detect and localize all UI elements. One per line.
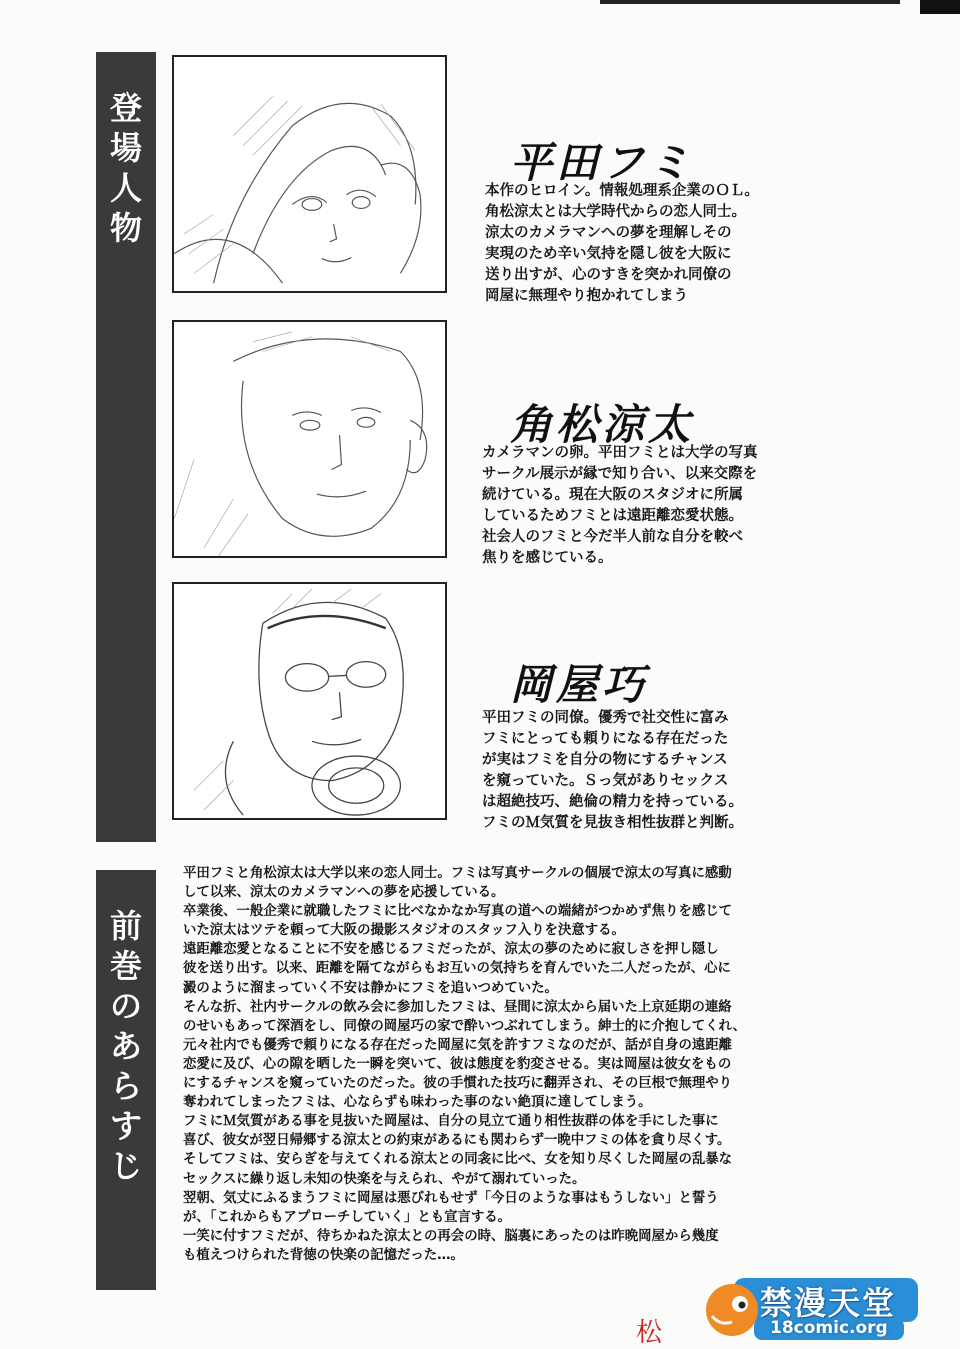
label-char: 物 xyxy=(109,209,142,247)
logo-url: 18comic.org xyxy=(770,1318,888,1338)
logo-text: 禁漫天堂 xyxy=(760,1284,897,1322)
label-char: の xyxy=(109,987,142,1025)
label-char: 巻 xyxy=(109,947,142,985)
synopsis-paragraph: 遠距離恋愛となることに不安を感じるフミだったが、涼太の夢のために寂しさを押し隠し 彼を送り出す。以来、距離を隔てながらもお互いの気持ちを育んでいた二人だったが、心に 澱のように溜まっていく不安は静かにフミを追いつめていた。 xyxy=(183,942,731,996)
portrait-heroine-icon xyxy=(172,55,447,293)
label-char: す xyxy=(109,1107,142,1145)
character-description: 本作のヒロイン。情報処理系企業のＯＬ。 角松涼太とは大学時代からの恋人同士。 涼太のカメラマンへの夢を理解しその 実現のため辛い気持を隠し彼を大阪に 送り出すが、心のすきを突かれ同僚の 岡屋に無理やり抱かれてしまう xyxy=(485,183,759,304)
synopsis-paragraph: 翌朝、気丈にふるまうフミに岡屋は悪びれもせず「今日のような事はもうしない」と誓う が、「これからもアプローチしていく」とも宣言する。 xyxy=(183,1190,719,1225)
top-rule xyxy=(600,0,900,4)
page-mark: 松 xyxy=(636,1318,663,1348)
label-char: 場 xyxy=(109,129,142,167)
portrait-boyfriend-icon xyxy=(172,320,447,558)
label-char: 登 xyxy=(109,89,142,127)
synopsis-text xyxy=(183,864,863,1265)
character-description: 平田フミの同僚。優秀で社交性に富み フミにとっても頼りになる存在だった が実はフミを自分の物にするチャンス を窺っていた。Ｓっ気がありセックス は超絶技巧、絶倫の精力を持っている。 フミのＭ気質を見抜き相性抜群と判断。 xyxy=(482,710,743,831)
characters-section-label xyxy=(96,52,156,842)
label-char: あ xyxy=(109,1027,142,1065)
label-char: ら xyxy=(109,1067,142,1105)
synopsis-paragraph: 平田フミと角松涼太は大学以来の恋人同士。フミは写真サークルの個展で涼太の写真に感動 して以来、涼太のカメラマンへの夢を応援している。 xyxy=(183,866,732,901)
synopsis-paragraph: フミにＭ気質がある事を見抜いた岡屋は、自分の見立て通り相性抜群の体を手にした事に 喜び、彼女が翌日帰郷する涼太との約束があるにも関わらず一晩中フミの体を貪り尽くす。 そしてフミは、安らぎを与えてくれる涼太との同衾に比べ、女を知り尽くした岡屋の乱暴な セックスに繰り返し未知の快楽を与えられ、やがて溺れていった。 xyxy=(183,1114,733,1187)
character-name: 角松涼太 xyxy=(510,400,695,449)
label-char: じ xyxy=(109,1147,142,1185)
portrait-colleague-icon xyxy=(172,582,447,820)
character-name: 岡屋巧 xyxy=(510,660,649,709)
label-char: 人 xyxy=(109,169,142,207)
synopsis-paragraph: 卒業後、一般企業に就職したフミに比べなかなか写真の道への端緒がつかめず焦りを感じて いた涼太はツテを頼って大阪の撮影スタジオのスタッフ入りを決意する。 xyxy=(183,904,733,939)
top-corner-block xyxy=(920,0,960,14)
synopsis-paragraph: 一笑に付すフミだが、待ちかねた涼太との再会の時、脳裏にあったのは昨晩岡屋から幾度 も植えつけられた背徳の快楽の記憶だった…。 xyxy=(183,1228,719,1263)
synopsis-section-label xyxy=(96,870,156,1290)
character-name: 平田フミ xyxy=(510,138,695,187)
synopsis-paragraph: そんな折、社内サークルの飲み会に参加したフミは、昼間に涼太から届いた上京延期の連絡 のせいもあって深酒をし、同僚の岡屋巧の家で酔いつぶれてしまう。紳士的に介抱してくれ、 元々社内でも優秀で頼りになる存在だった岡屋に気を許すフミなのだが、話が自身の遠距離 恋愛に及び、心の隙を晒した一瞬を突いて、彼は態度を豹変させる。実は岡屋は彼女をもの にするチャンスを窺っていたのだった。彼の手慣れた技巧に翻弄され、その巨根で無理やり 奪われてしまったフミは、心ならずも味わった事のない絶頂に達してしまう。 xyxy=(183,999,747,1111)
label-char: 前 xyxy=(109,907,142,945)
character-description: カメラマンの卵。平田フミとは大学の写真 サークル展示が縁で知り合い、以来交際を 続けている。現在大阪のスタジオに所属 しているためフミとは遠距離恋愛状態。 社会人のフミと今だ半人前な自分を較べ 焦りを感じている。 xyxy=(482,445,758,566)
